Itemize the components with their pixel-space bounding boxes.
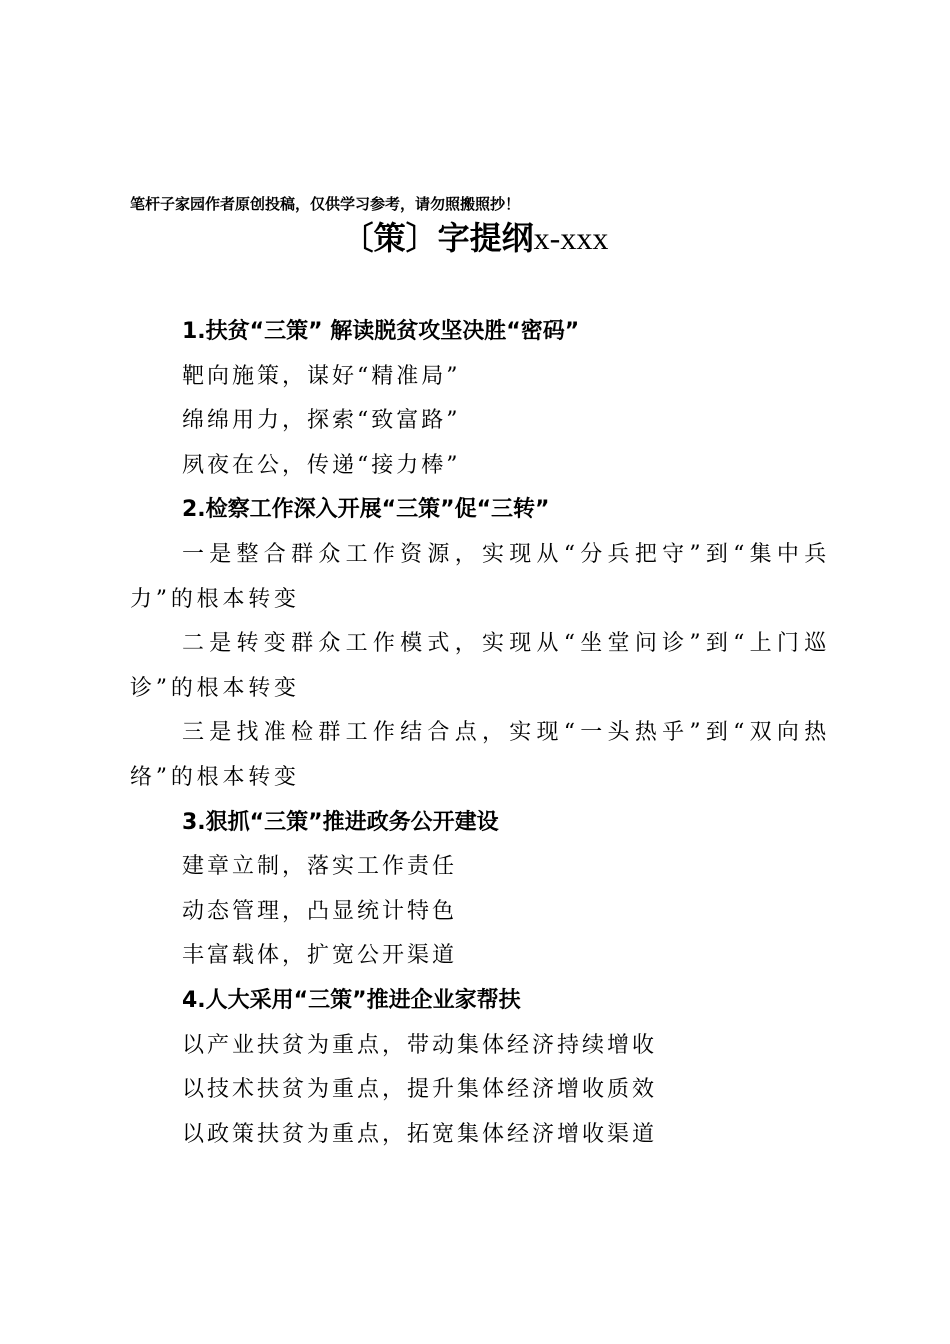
section-3-heading: 3.狠抓“三策”推进政务公开建设 <box>182 809 499 835</box>
section-2-heading: 2.检察工作深入开展“三策”促“三转” <box>182 497 550 523</box>
section-4-heading: 4.人大采用“三策”推进企业家帮扶 <box>182 987 521 1013</box>
section-2-paragraph-2: 二是转变群众工作模式，实现从“坐堂问诊”到“上门巡诊”的根本转变 <box>130 631 830 701</box>
title-code: x-xxx <box>533 220 609 256</box>
section-1-heading: 1.扶贫“三策” 解读脱贫攻坚决胜“密码” <box>182 319 580 344</box>
section-2-paragraph-3: 三是找准检群工作结合点，实现“一头热乎”到“双向热络”的根本转变 <box>130 720 830 790</box>
section-2-paragraph-1: 一是整合群众工作资源，实现从“分兵把守”到“集中兵力”的根本转变 <box>130 541 830 612</box>
section-3-line-2: 动态管理，凸显统计特色 <box>182 898 458 924</box>
section-4-line-1: 以产业扶贫为重点，带动集体经济持续增收 <box>182 1032 658 1058</box>
section-1-line-2: 绵绵用力，探索“致富路” <box>182 408 461 434</box>
section-3-line-3: 丰富载体，扩宽公开渠道 <box>182 943 458 969</box>
section-1-line-3: 夙夜在公，传递“接力棒” <box>182 452 461 478</box>
section-4-line-3: 以政策扶贫为重点，拓宽集体经济增收渠道 <box>182 1121 658 1147</box>
copyright-notice: 笔杆子家园作者原创投稿，仅供学习参考，请勿照搬照抄！ <box>130 195 521 213</box>
section-1-line-1: 靶向施策，谋好“精准局” <box>182 363 461 389</box>
document-body <box>130 310 830 1157</box>
title-main: 〔策〕字提纲 <box>341 219 534 257</box>
document-title <box>0 216 950 260</box>
section-4-line-2: 以技术扶贫为重点，提升集体经济增收质效 <box>182 1077 658 1103</box>
section-3-line-1: 建章立制，落实工作责任 <box>182 854 458 880</box>
